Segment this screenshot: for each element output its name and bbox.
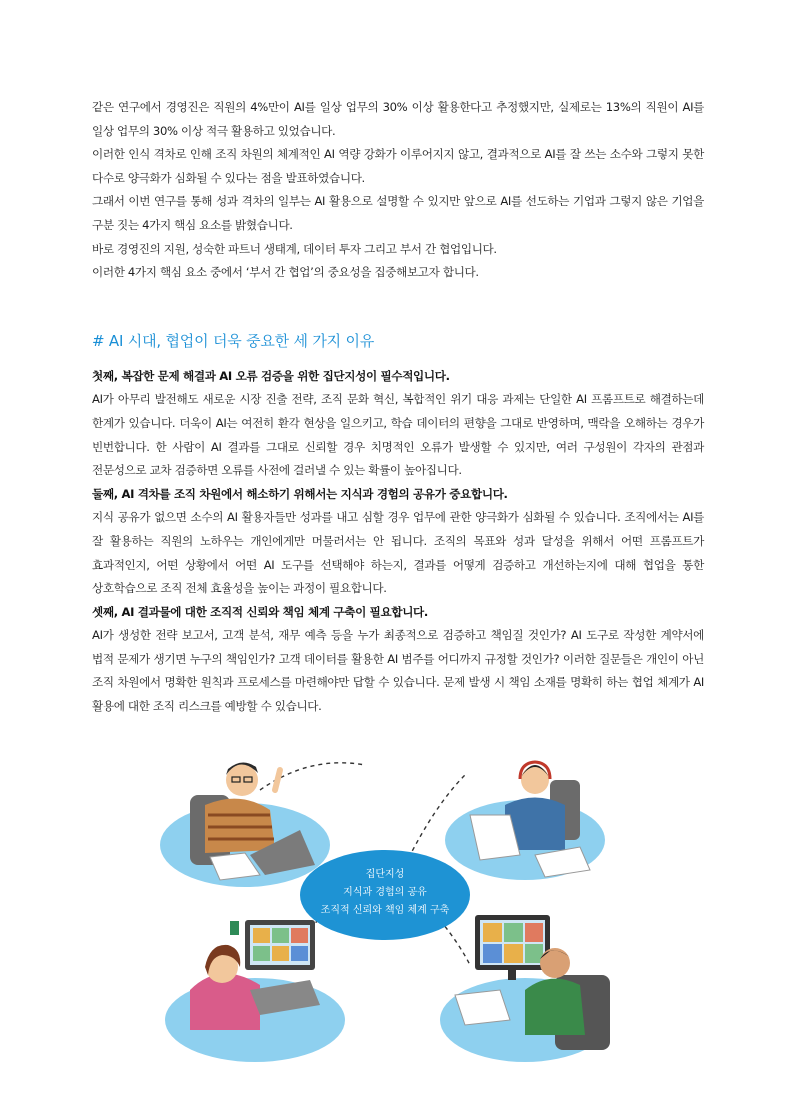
bubble-line-1: 집단지성	[365, 869, 405, 880]
intro-paragraph-4: 바로 경영진의 지원, 성숙한 파트너 생태계, 데이터 투자 그리고 부서 간 협업입니다.	[92, 241, 497, 256]
reason-1-title: 첫째, 복잡한 문제 해결과 AI 오류 검증을 위한 집단지성이 필수적입니다.	[92, 368, 450, 383]
reason-2-body: 지식 공유가 없으면 소수의 AI 활용자들만 성과를 내고 심할 경우 업무에 관한 양극화가 심화될 수 있습니다. 조직에서는 AI를 잘 활용하는 직원의 노하우는 개인에게만 머물러서는 안 됩니다. 조직의 목표와 성과 달성을 위해서 어떤 프롬프트가 효과적인지, 어떤 상황에서 어떤 AI 도구를 선택해야 하는지, 결과를 어떻게 검증하고 개선하는지에 대해 협업을 통한 상호학습으로 조직 전체 효율성을 높이는 과정이 필요합니다.	[92, 510, 704, 596]
collaboration-illustration	[150, 735, 650, 1065]
bubble-line-3: 조직적 신뢰와 책임 체계 구축	[320, 905, 450, 916]
reason-3-body: AI가 생성한 전략 보고서, 고객 분석, 재무 예측 등을 누가 최종적으로 검증하고 책임질 것인가? AI 도구로 작성한 계약서에 법적 문제가 생기면 누구의 책임인가? 고객 데이터를 활용한 AI 범주를 어디까지 규정할 것인가? 이러한 질문들은 개인이 아닌 조직 차원에서 명확한 원칙과 프로세스를 마련해야만 답할 수 있습니다. 문제 발생 시 책임 소재를 명확히 하는 협업 체계가 AI 활용에 대한 조직 리스크를 예방할 수 있습니다.	[92, 628, 704, 714]
intro-paragraph-2: 이러한 인식 격차로 인해 조직 차원의 체계적인 AI 역량 강화가 이루어지지 않고, 결과적으로 AI를 잘 쓰는 소수와 그렇지 못한 다수로 양극화가 심화될 수 있다는 점을 발표하였습니다.	[92, 147, 704, 185]
intro-paragraph-3: 그래서 이번 연구를 통해 성과 격차의 일부는 AI 활용으로 설명할 수 있지만 앞으로 AI를 선도하는 기업과 그렇지 않은 기업을 구분 짓는 4가지 핵심 요소를 밝혔습니다.	[92, 194, 704, 232]
article-body	[92, 96, 704, 719]
intro-paragraph-1: 같은 연구에서 경영진은 직원의 4%만이 AI를 일상 업무의 30% 이상 활용한다고 추정했지만, 실제로는 13%의 직원이 AI를 일상 업무의 30% 이상 적극 활용하고 있었습니다.	[92, 100, 704, 138]
intro-paragraph-5: 이러한 4가지 핵심 요소 중에서 ‘부서 간 협업’의 중요성을 집중해보고자 합니다.	[92, 265, 479, 280]
bubble-line-2: 지식과 경험의 공유	[343, 887, 427, 898]
reason-3-title: 셋째, AI 결과물에 대한 조직적 신뢰와 책임 체계 구축이 필요합니다.	[92, 604, 428, 619]
section-heading: # AI 시대, 협업이 더욱 중요한 세 가지 이유	[92, 331, 375, 350]
reason-2-title: 둘째, AI 격차를 조직 차원에서 해소하기 위해서는 지식과 경험의 공유가 중요합니다.	[92, 486, 508, 501]
reason-1-body: AI가 아무리 발전해도 새로운 시장 진출 전략, 조직 문화 혁신, 복합적인 위기 대응 과제는 단일한 AI 프롬프트로 해결하는데 한계가 있습니다. 더욱이 AI는 여전히 환각 현상을 일으키고, 학습 데이터의 편향을 그대로 반영하며, 맥락을 오해하는 경우가 빈번합니다. 한 사람이 AI 결과를 그대로 신뢰할 경우 치명적인 오류가 발생할 수 있지만, 여러 구성원이 각자의 관점과 전문성으로 교차 검증하면 오류를 사전에 걸러낼 수 있는 확률이 높아집니다.	[92, 392, 704, 478]
